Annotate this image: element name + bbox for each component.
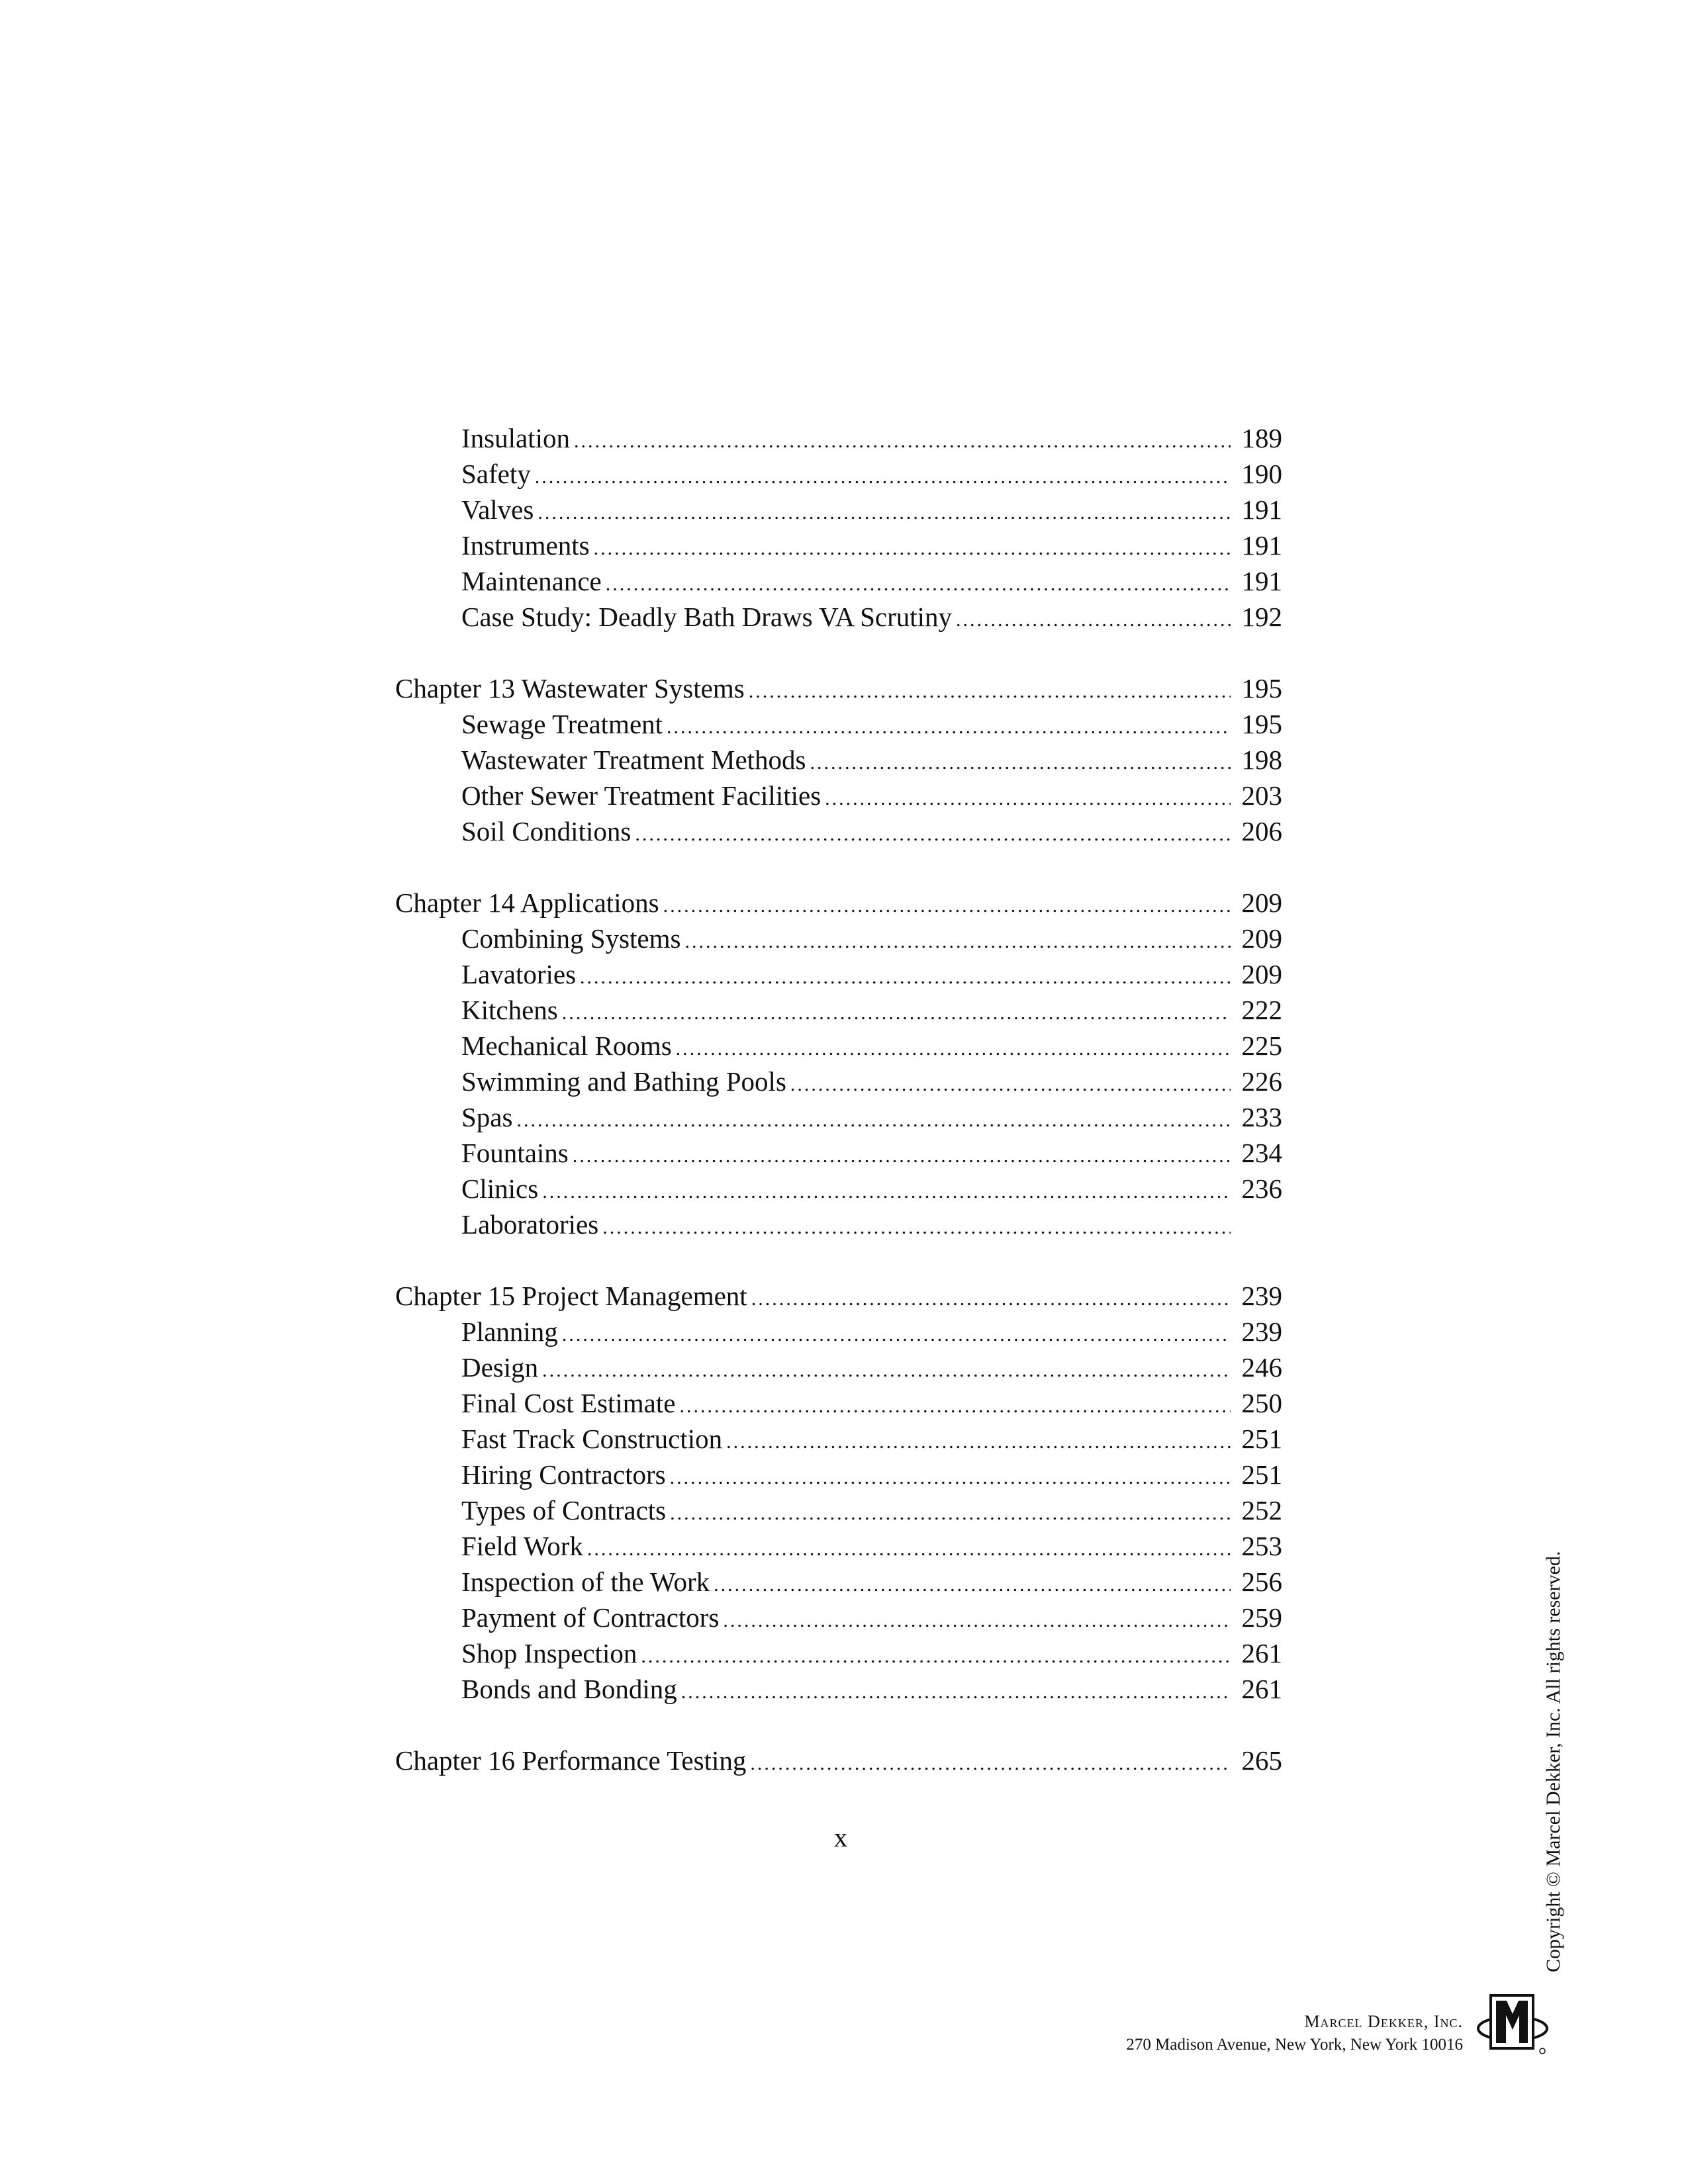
toc-entry-page: 191 xyxy=(1241,530,1282,561)
toc-entry-label: Swimming and Bathing Pools xyxy=(461,1066,786,1097)
toc-chapter-entry xyxy=(395,1743,1282,1778)
toc-entry-label: Laboratories xyxy=(461,1209,599,1240)
toc-entry-label: Insulation xyxy=(461,423,570,453)
toc-leader-dots xyxy=(723,1603,1231,1639)
publisher-address: 270 Madison Avenue, New York, New York 10016 xyxy=(1126,2036,1463,2054)
toc-chapter-entry xyxy=(395,885,1282,921)
toc-entry-label: Soil Conditions xyxy=(461,816,632,846)
toc-section-entry xyxy=(395,956,1282,992)
toc-leader-dots xyxy=(790,1067,1231,1103)
toc-entry-page: 234 xyxy=(1241,1138,1282,1168)
toc-section-entry xyxy=(395,921,1282,956)
toc-section-entry xyxy=(395,456,1282,492)
toc-entry-page: 222 xyxy=(1241,995,1282,1025)
toc-section-entry xyxy=(395,1564,1282,1600)
toc-chapter-entry xyxy=(395,1278,1282,1314)
toc-leader-dots xyxy=(635,817,1231,852)
toc-leader-dots xyxy=(641,1639,1231,1674)
toc-section-entry xyxy=(395,1349,1282,1385)
toc-entry-label: Final Cost Estimate xyxy=(461,1388,676,1418)
toc-section-entry xyxy=(395,492,1282,527)
toc-leader-dots xyxy=(670,1496,1231,1531)
toc-leader-dots xyxy=(684,924,1231,960)
toc-leader-dots xyxy=(726,1424,1231,1460)
toc-entry-label: Chapter 14 Applications xyxy=(395,887,659,918)
toc-leader-dots xyxy=(750,1746,1231,1782)
toc-section-entry xyxy=(395,1099,1282,1135)
toc-leader-dots xyxy=(516,1103,1231,1138)
toc-entry-label: Design xyxy=(461,1352,539,1383)
toc-section-entry xyxy=(395,1206,1282,1242)
toc-leader-dots xyxy=(535,459,1231,495)
toc-leader-dots xyxy=(956,602,1231,638)
toc-section-entry xyxy=(395,742,1282,778)
toc-leader-dots xyxy=(676,1031,1231,1067)
toc-leader-dots xyxy=(542,1353,1231,1388)
publisher-logo-icon xyxy=(1476,1989,1549,2055)
toc-entry-page: 253 xyxy=(1241,1531,1282,1561)
toc-leader-dots xyxy=(602,1210,1231,1246)
toc-entry-label: Payment of Contractors xyxy=(461,1602,720,1633)
toc-entry-label: Clinics xyxy=(461,1173,539,1204)
toc-entry-label: Wastewater Treatment Methods xyxy=(461,745,806,775)
toc-leader-dots xyxy=(749,674,1231,709)
toc-leader-dots xyxy=(679,1388,1231,1424)
toc-entry-page: 226 xyxy=(1241,1066,1282,1097)
toc-entry-page: 192 xyxy=(1241,602,1282,632)
toc-entry-label: Inspection of the Work xyxy=(461,1567,710,1597)
toc-entry-label: Combining Systems xyxy=(461,923,681,954)
toc-entry-page: 265 xyxy=(1241,1745,1282,1776)
toc-entry-label: Chapter 16 Performance Testing xyxy=(395,1745,747,1776)
toc-section-entry xyxy=(395,1421,1282,1457)
toc-entry-page: 256 xyxy=(1241,1567,1282,1597)
toc-entry-label: Fast Track Construction xyxy=(461,1424,723,1454)
toc-leader-dots xyxy=(825,781,1231,817)
toc-entry-label: Maintenance xyxy=(461,566,602,596)
toc-leader-dots xyxy=(663,888,1231,924)
toc-entry-page: 189 xyxy=(1241,423,1282,453)
toc-section-entry xyxy=(395,813,1282,849)
toc-section-entry xyxy=(395,1492,1282,1528)
toc-entry-label: Chapter 15 Project Management xyxy=(395,1281,747,1311)
toc-section-entry xyxy=(395,1064,1282,1099)
toc-entry-label: Safety xyxy=(461,459,531,489)
toc-leader-dots xyxy=(714,1567,1231,1603)
toc-entry-page: 259 xyxy=(1241,1602,1282,1633)
toc-entry-label: Kitchens xyxy=(461,995,558,1025)
toc-leader-dots xyxy=(606,567,1231,602)
toc-section-entry xyxy=(395,1528,1282,1564)
toc-leader-dots xyxy=(670,1460,1231,1496)
toc-leader-dots xyxy=(542,1174,1231,1210)
toc-leader-dots xyxy=(810,745,1231,781)
toc-entry-page: 195 xyxy=(1241,709,1282,739)
toc-entry-page: 252 xyxy=(1241,1495,1282,1525)
toc-section-entry xyxy=(395,1385,1282,1421)
toc-leader-dots xyxy=(574,424,1231,459)
toc-entry-label: Other Sewer Treatment Facilities xyxy=(461,780,821,811)
toc-entry-page: 203 xyxy=(1241,780,1282,811)
toc-entry-page: 225 xyxy=(1241,1030,1282,1061)
toc-leader-dots xyxy=(562,995,1231,1031)
toc-section-entry xyxy=(395,1671,1282,1707)
toc-entry-page: 233 xyxy=(1241,1102,1282,1132)
toc-entry-page: 250 xyxy=(1241,1388,1282,1418)
toc-entry-label: Planning xyxy=(461,1316,558,1347)
table-of-contents xyxy=(395,420,1282,1778)
toc-leader-dots xyxy=(562,1317,1231,1353)
toc-leader-dots xyxy=(667,709,1231,745)
toc-entry-page: 190 xyxy=(1241,459,1282,489)
toc-entry-label: Mechanical Rooms xyxy=(461,1030,672,1061)
toc-section-entry xyxy=(395,1600,1282,1635)
toc-leader-dots xyxy=(580,960,1231,995)
toc-section-entry xyxy=(395,1457,1282,1492)
toc-entry-label: Hiring Contractors xyxy=(461,1459,666,1490)
toc-leader-dots xyxy=(573,1138,1231,1174)
toc-section-entry xyxy=(395,1635,1282,1671)
toc-section-entry xyxy=(395,706,1282,742)
toc-entry-label: Sewage Treatment xyxy=(461,709,663,739)
toc-chapter-entry xyxy=(395,670,1282,706)
toc-leader-dots xyxy=(751,1281,1231,1317)
copyright-notice: Copyright © Marcel Dekker, Inc. All rights reserved. xyxy=(1542,1551,1564,1972)
toc-entry-page: 261 xyxy=(1241,1638,1282,1668)
toc-leader-dots xyxy=(587,1531,1231,1567)
toc-section-entry xyxy=(395,563,1282,599)
toc-section-entry xyxy=(395,1028,1282,1064)
toc-section-entry xyxy=(395,1314,1282,1349)
toc-entry-page: 251 xyxy=(1241,1459,1282,1490)
toc-section-entry xyxy=(395,1135,1282,1171)
toc-section-entry xyxy=(395,778,1282,813)
toc-entry-page: 209 xyxy=(1241,959,1282,989)
toc-entry-page: 239 xyxy=(1241,1316,1282,1347)
toc-entry-page: 198 xyxy=(1241,745,1282,775)
toc-entry-page: 191 xyxy=(1241,566,1282,596)
toc-entry-label: Spas xyxy=(461,1102,513,1132)
toc-section-entry xyxy=(395,1171,1282,1206)
toc-entry-label: Valves xyxy=(461,494,534,525)
toc-section-entry xyxy=(395,599,1282,635)
toc-leader-dots xyxy=(538,495,1231,531)
publisher-name: Marcel Dekker, Inc. xyxy=(1304,2012,1463,2031)
toc-entry-label: Lavatories xyxy=(461,959,577,989)
toc-entry-page: 239 xyxy=(1241,1281,1282,1311)
toc-entry-page: 246 xyxy=(1241,1352,1282,1383)
toc-entry-page: 261 xyxy=(1241,1674,1282,1704)
toc-entry-page: 206 xyxy=(1241,816,1282,846)
toc-entry-page: 209 xyxy=(1241,887,1282,918)
toc-section-entry xyxy=(395,420,1282,456)
toc-entry-label: Field Work xyxy=(461,1531,583,1561)
toc-entry-label: Shop Inspection xyxy=(461,1638,637,1668)
toc-leader-dots xyxy=(594,531,1231,567)
toc-section-entry xyxy=(395,992,1282,1028)
toc-section-entry xyxy=(395,527,1282,563)
toc-entry-page: 236 xyxy=(1241,1173,1282,1204)
toc-entry-label: Fountains xyxy=(461,1138,569,1168)
page-number: x xyxy=(833,1822,848,1852)
toc-entry-label: Bonds and Bonding xyxy=(461,1674,677,1704)
toc-entry-label: Types of Contracts xyxy=(461,1495,667,1525)
toc-leader-dots xyxy=(681,1674,1231,1710)
toc-entry-label: Instruments xyxy=(461,530,590,561)
toc-entry-label: Case Study: Deadly Bath Draws VA Scrutiny xyxy=(461,602,953,632)
toc-entry-page: 209 xyxy=(1241,923,1282,954)
toc-entry-label: Chapter 13 Wastewater Systems xyxy=(395,673,745,704)
toc-entry-page: 191 xyxy=(1241,494,1282,525)
toc-entry-page: 251 xyxy=(1241,1424,1282,1454)
toc-entry-page: 195 xyxy=(1241,673,1282,704)
